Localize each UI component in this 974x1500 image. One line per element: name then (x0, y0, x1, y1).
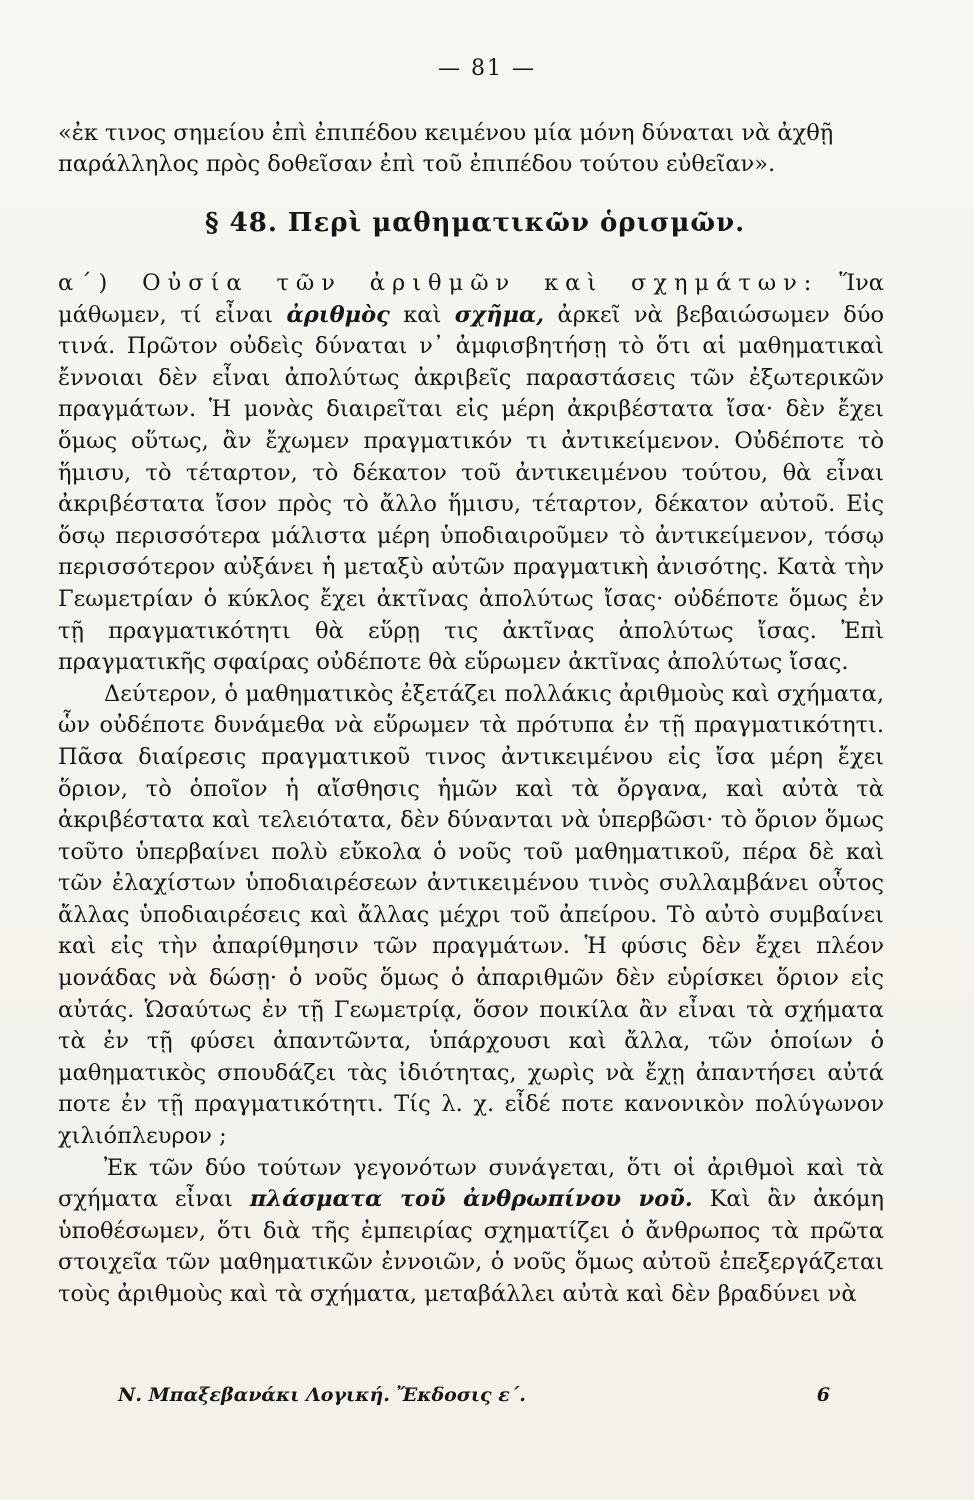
paragraph-3 (58, 1153, 884, 1311)
quote-continuation: «ἐκ τινος σημείου ἐπὶ ἐπιπέδου κειμένου μία μόνη δύναται νὰ ἀχθῇ παράλληλος πρὸς δοθεῖσαν ἐπὶ τοῦ ἐπιπέδου τούτου εὐθεῖαν». (58, 120, 834, 177)
paragraph-2: Δεύτερον, ὁ μαθηματικὸς ἐξετάζει πολλάκις ἀριθμοὺς καὶ σχήματα, ὧν οὐδέποτε δυνάμεθα νὰ εὕρωμεν τὰ πρότυπα ἐν τῇ πραγματικότητι. Πᾶσα διαίρεσις πραγματικοῦ τινος ἀντικειμένου εἰς ἴσα μέρη ἔχει ὅριον, τὸ ὁποῖον ἡ αἴσθησις ἡμῶν καὶ τὰ ὄργανα, καὶ αὐτὰ τὰ ἀκριβέστατα καὶ τελειότατα, δὲν δύνανται νὰ ὑπερβῶσι· τὸ ὅριον ὅμως τοῦτο ὑπερβαίνει πολὺ εὔκολα ὁ νοῦς τοῦ μαθηματικοῦ, πέρα δὲ καὶ τῶν ἐλαχίστων ὑποδιαιρέσεων ἀντικειμένου τινὸς συλλαμβάνει οὗτος ἄλλας ὑποδιαιρέσεις καὶ ἄλλας μέχρι τοῦ ἀπείρου. Τὸ αὐτὸ συμβαίνει καὶ εἰς τὴν ἀπαρίθμησιν τῶν πραγμάτων. Ἡ φύσις δὲν ἔχει πλέον μονάδας νὰ δώσῃ· ὁ νοῦς ὅμως ὁ ἀπαριθμῶν δὲν εὑρίσκει ὅριον εἰς αὐτάς. Ὡσαύτως ἐν τῇ Γεωμετρίᾳ, ὅσον ποικίλα ἂν εἶναι τὰ σχήματα τὰ ἐν τῇ φύσει ἀπαντῶντα, ὑπάρχουσι καὶ ἄλλα, τῶν ὁποίων ὁ μαθηματικὸς σπουδάζει τὰς ἰδιότητας, χωρὶς νὰ ἔχῃ ἀπαντήσει αὐτά ποτε ἐν τῇ πραγματικότητι. Τίς λ. χ. εἶδέ ποτε κανονικὸν πολύγωνον χιλιόπλευρον ; (58, 680, 884, 1150)
footer (118, 1384, 830, 1406)
paragraph-1-text-a: Ἵνα μάθωμεν, τί εἶναι (58, 270, 884, 328)
main-text (58, 268, 884, 1311)
term-schema: σχῆμα, (454, 301, 545, 328)
paragraph-3-text-b: Καὶ ἂν ἀκόμη ὑποθέσωμεν, ὅτι διὰ τῆς ἐμπειρίας σχηματίζει ὁ ἄνθρωπος τὰ πρῶτα στοιχεῖα τῶν μαθηματικῶν ἐννοιῶν, ὁ νοῦς ὅμως αὐτοῦ ἐπεξεργάζεται τοὺς ἀριθμοὺς καὶ τὰ σχήματα, μεταβάλλει αὐτὰ καὶ δὲν βραδύνει νὰ (58, 1186, 884, 1307)
paragraph-1 (58, 268, 884, 679)
sheet-number: 6 (816, 1384, 830, 1406)
paragraph-1-text-c: ἀρκεῖ νὰ βεβαιώσωμεν δύο τινά. Πρῶτον οὐδεὶς δύναται ν᾿ ἀμφισβητήσῃ τὸ ὅτι αἱ μαθηματικαὶ ἔννοιαι δὲν εἶναι ἀπολύτως ἀκριβεῖς παραστάσεις τῶν ἐξωτερικῶν πραγμάτων. Ἡ μονὰς διαιρεῖται εἰς μέρη ἀκριβέστατα ἴσα· δὲν ἔχει ὅμως οὕτως, ἂν ἔχωμεν πραγματικόν τι ἀντικείμενον. Οὐδέποτε τὸ ἥμισυ, τὸ τέταρτον, τὸ δέκατον τοῦ ἀντικειμένου τούτου, θὰ εἶναι ἀκριβέστατα ἴσον πρὸς τὸ ἄλλο ἥμισυ, τέταρτον, δέκατον αὐτοῦ. Εἰς ὅσῳ περισσότερα μάλιστα μέρη ὑποδιαιροῦμεν τὸ ἀντικείμενον, τόσῳ περισσότερον αὐξάνει ἡ μεταξὺ αὐτῶν πραγματικὴ ἀνισότης. Κατὰ τὴν Γεωμετρίαν ὁ κύκλος ἔχει ἀκτῖνας ἀπολύτως ἴσας· οὐδέποτε ὅμως ἐν τῇ πραγματικότητι θὰ εὕρῃ τις ἀκτῖνας ἀπολύτως ἴσας. Ἐπὶ πραγματικῆς σφαίρας οὐδέποτε θὰ εὕρωμεν ἀκτῖνας ἀπολύτως ἴσας. (58, 301, 884, 676)
section-heading: § 48. Περὶ μαθηματικῶν ὁρισμῶν. (205, 208, 746, 238)
paragraph-1-text-b: καὶ (389, 301, 455, 328)
footer-signature: Ν. Μπαξεβανάκι Λογική. Ἔκδοσις ε΄. (118, 1384, 526, 1406)
paragraph-3-text-a: Ἐκ τῶν δύο τούτων γεγονότων συνάγεται, ὅτι οἱ ἀριθμοὶ καὶ τὰ σχήματα εἶναι (58, 1154, 884, 1213)
paragraph-1-lead: α΄) Οὐσία τῶν ἀριθμῶν καὶ σχημάτων: (58, 270, 819, 296)
emphasis-phrase: πλάσματα τοῦ ἀνθρωπίνου νοῦ. (249, 1186, 693, 1213)
page-number: — 81 — (438, 56, 536, 81)
term-arithmos: ἀριθμὸς (286, 301, 390, 328)
